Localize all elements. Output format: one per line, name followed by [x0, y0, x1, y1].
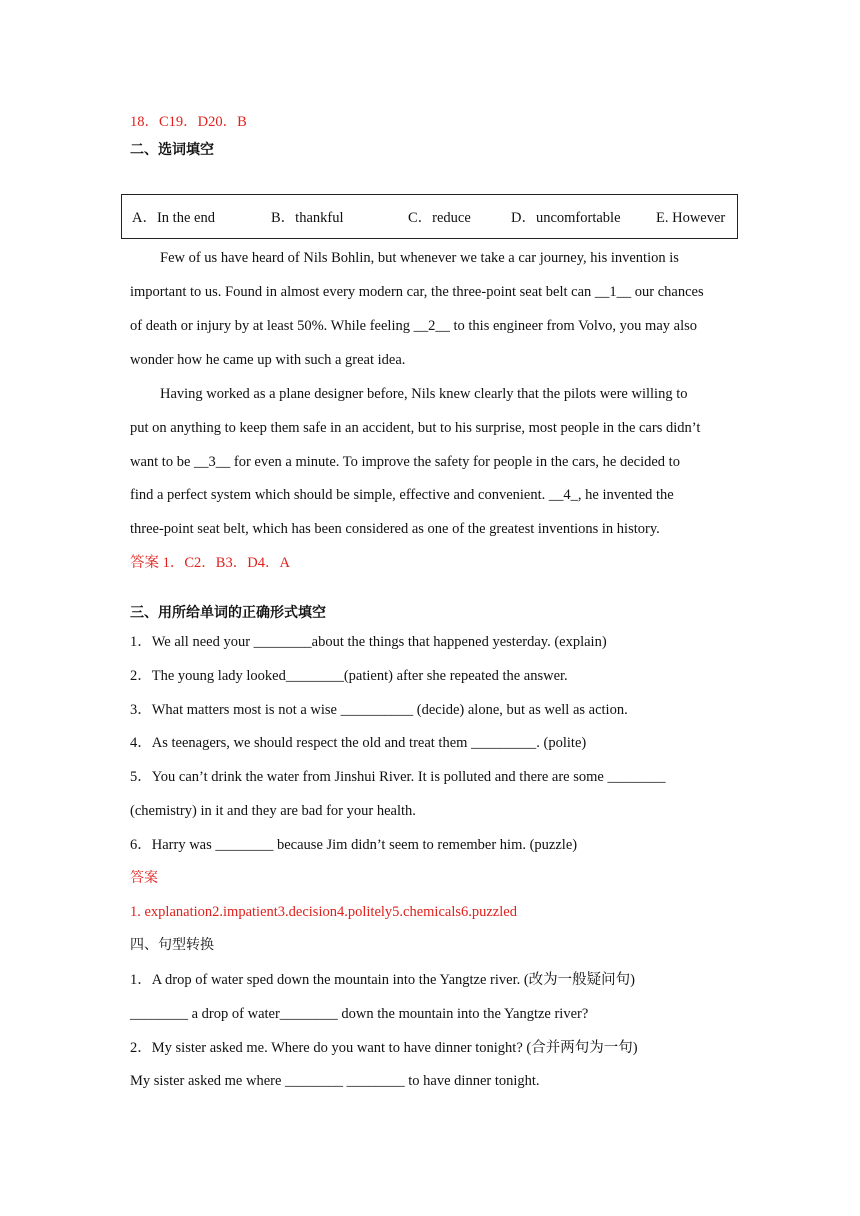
- word-options-box: [121, 194, 738, 239]
- passage-line: three-point seat belt, which has been considered as one of the greatest inventions in history.: [130, 521, 660, 537]
- option-d: D．uncomfortable: [511, 210, 621, 226]
- section-4-heading: 四、句型转换: [130, 937, 214, 953]
- exercise-item: 4．As teenagers, we should respect the old and treat them _________. (polite): [130, 735, 587, 751]
- passage-line: put on anything to keep them safe in an accident, but to his surprise, most people in the cars didn’t: [130, 420, 701, 436]
- exercise-item: ________ a drop of water________ down the mountain into the Yangtze river?: [130, 1006, 589, 1022]
- option-a: A．In the end: [132, 210, 215, 226]
- passage-line: important to us. Found in almost every modern car, the three-point seat belt can __1__ our chances: [130, 284, 704, 300]
- passage-line: of death or injury by at least 50%. While feeling __2__ to this engineer from Volvo, you may also: [130, 318, 698, 334]
- exercise-item: 5．You can’t drink the water from Jinshui River. It is polluted and there are some ________: [130, 769, 666, 785]
- exercise-item: 3．What matters most is not a wise __________ (decide) alone, but as well as action.: [130, 702, 628, 718]
- section-2-answer: 答案 1．C2．B3．D4．A: [130, 555, 290, 571]
- previous-answers: 18．C19．D20．B: [130, 114, 247, 130]
- section-3-answer-label: 答案: [130, 870, 158, 886]
- option-c: C．reduce: [408, 210, 471, 226]
- passage-line: find a perfect system which should be simple, effective and convenient. __4_, he invented the: [130, 487, 674, 503]
- passage-line: want to be __3__ for even a minute. To improve the safety for people in the cars, he decided to: [130, 454, 680, 470]
- passage-line: wonder how he came up with such a great idea.: [130, 352, 406, 368]
- exercise-item: 6．Harry was ________ because Jim didn’t seem to remember him. (puzzle): [130, 837, 578, 853]
- section-3-heading: 三、用所给单词的正确形式填空: [130, 605, 326, 621]
- option-e: E. However: [656, 210, 726, 226]
- section-3-answer: 1. explanation2.impatient3.decision4.politely5.chemicals6.puzzled: [130, 904, 517, 920]
- exercise-item: 1．A drop of water sped down the mountain into the Yangtze river. (改为一般疑问句): [130, 972, 636, 988]
- exercise-item: 1．We all need your ________about the things that happened yesterday. (explain): [130, 634, 607, 650]
- passage-line: Having worked as a plane designer before, Nils knew clearly that the pilots were willing to: [160, 386, 688, 402]
- passage-line: Few of us have heard of Nils Bohlin, but whenever we take a car journey, his invention is: [160, 250, 679, 266]
- exercise-item: 2．The young lady looked________(patient) after she repeated the answer.: [130, 668, 568, 684]
- option-b: B．thankful: [271, 210, 344, 226]
- section-2-heading: 二、选词填空: [130, 142, 214, 158]
- exercise-item: 2．My sister asked me. Where do you want to have dinner tonight? (合并两句为一句): [130, 1040, 638, 1056]
- exercise-item: My sister asked me where ________ ________ to have dinner tonight.: [130, 1073, 540, 1089]
- exercise-item: (chemistry) in it and they are bad for your health.: [130, 803, 416, 819]
